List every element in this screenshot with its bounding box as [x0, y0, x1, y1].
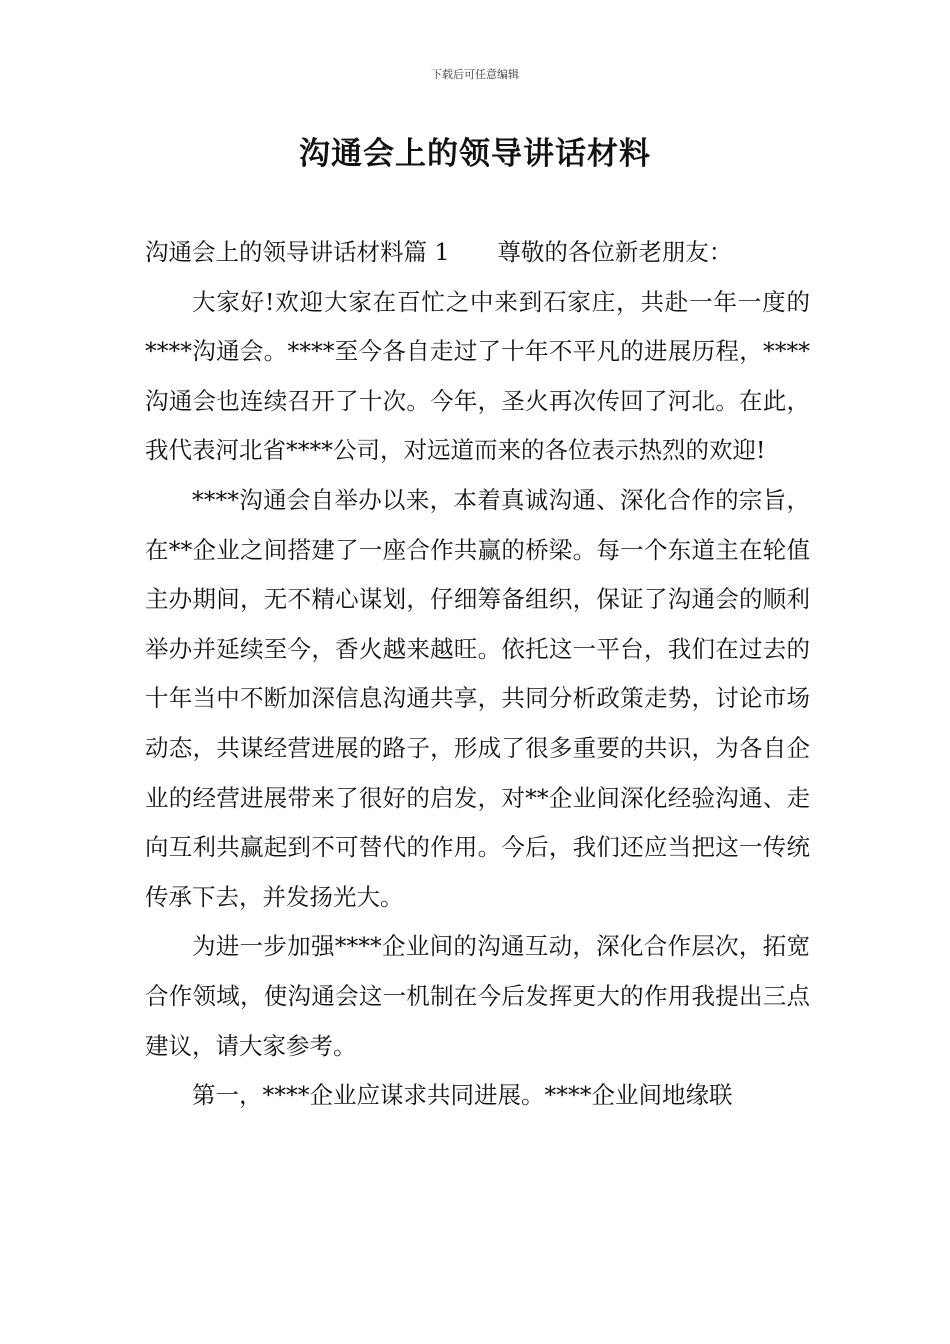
document-title: 沟通会上的领导讲话材料	[299, 136, 651, 172]
header-note: 下载后可任意编辑	[431, 68, 519, 81]
section-label: 沟通会上的领导讲话材料篇 1	[145, 238, 450, 266]
section-heading-line	[145, 228, 810, 278]
paragraph-1: 大家好!欢迎大家在百忙之中来到石家庄，共赴一年一度的****沟通会。****至今各自走过了十年不平凡的进展历程，****沟通会也连续召开了十次。今年，圣火再次传回了河北。在此，我代表河北省****公司，对远道而来的各位表示热烈的欢迎!	[145, 287, 810, 465]
salutation: 尊敬的各位新老朋友：	[497, 238, 733, 266]
paragraph-4: 第一，****企业应谋求共同进展。****企业间地缘联	[192, 1081, 733, 1110]
document-body	[145, 228, 810, 1121]
paragraph-3: 为进一步加强****企业间的沟通互动，深化合作层次，拓宽合作领域，使沟通会这一机制在今后发挥更大的作用我提出三点建议，请大家参考。	[145, 932, 810, 1060]
paragraph-2: ****沟通会自举办以来，本着真诚沟通、深化合作的宗旨，在**企业之间搭建了一座合作共赢的桥梁。每一个东道主在轮值主办期间，无不精心谋划，仔细筹备组织，保证了沟通会的顺利举办并延续至今，香火越来越旺。依托这一平台，我们在过去的十年当中不断加深信息沟通共享，共同分析政策走势，讨论市场动态，共谋经营进展的路子，形成了很多重要的共识，为各自企业的经营进展带来了很好的启发，对**企业间深化经验沟通、走向互利共赢起到不可替代的作用。今后，我们还应当把这一传统传承下去，并发扬光大。	[145, 485, 810, 911]
